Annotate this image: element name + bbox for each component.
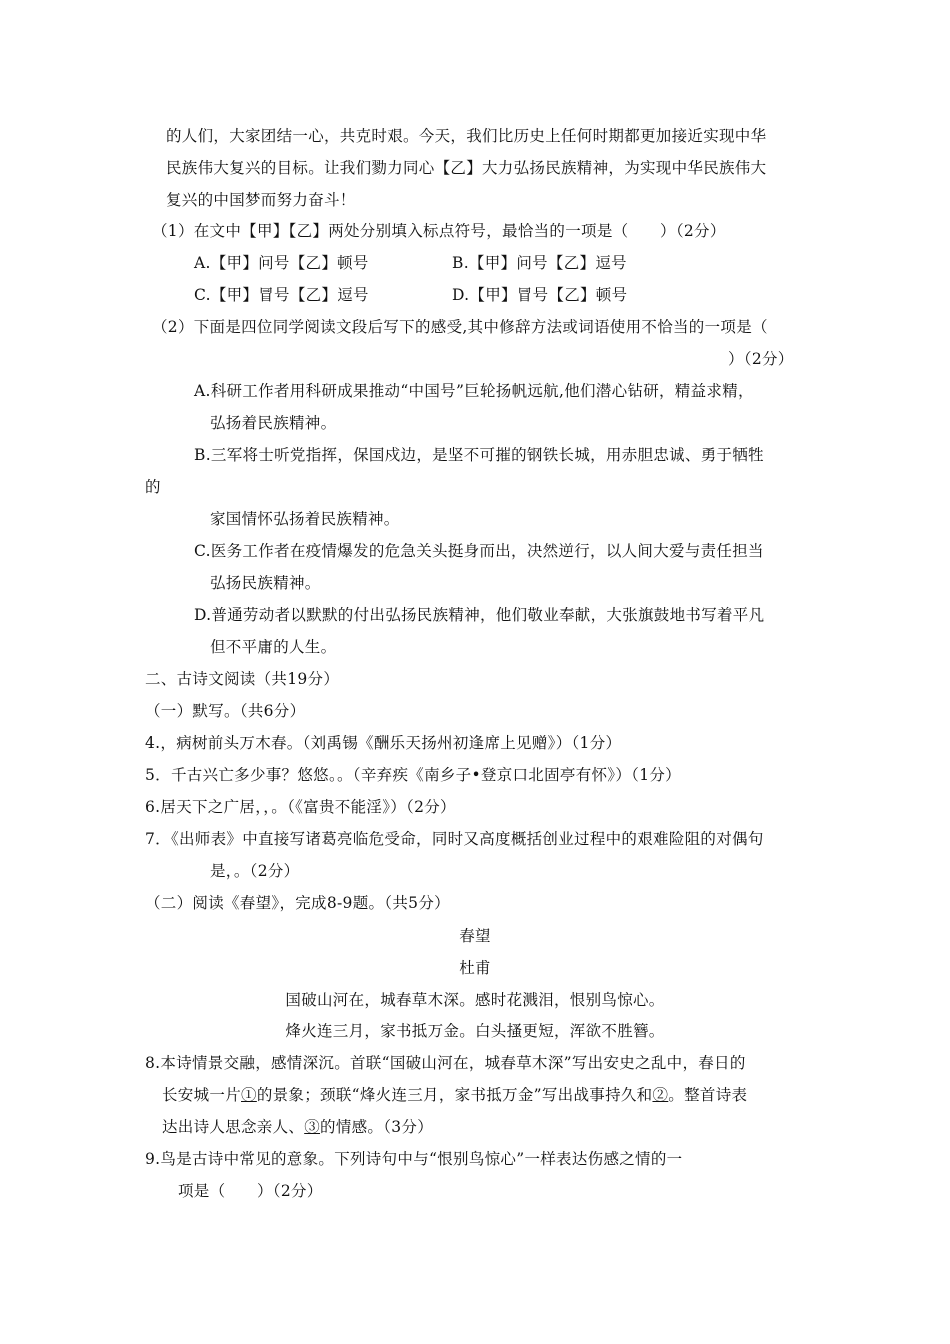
question-8-line2: [162, 1085, 747, 1105]
blank-marker-1: ①: [241, 1086, 257, 1104]
question-9-line1: 9.鸟是古诗中常见的意象。下列诗句中与“恨别鸟惊心”一样表达伤感之情的一: [145, 1150, 683, 1168]
q2-option-b-wrap: 的: [145, 478, 161, 496]
q2-option-b-line1: B.三军将士听党指挥，保国戍边，是坚不可摧的钢铁长城，用赤胆忠诚、勇于牺牲: [194, 446, 764, 464]
q1-option-c: C.【甲】冒号【乙】逗号: [194, 286, 369, 304]
q2-stem: （2）下面是四位同学阅读文段后写下的感受,其中修辞方法或词语使用不恰当的一项是（: [152, 318, 768, 336]
q2-option-a-line2: 弘扬着民族精神。: [210, 414, 337, 432]
question-4: 4.，病树前头万木春。（刘禹锡《酬乐天扬州初逢席上见赠》）（1分）: [145, 734, 622, 752]
q8-text: 的情感。（3分）: [320, 1118, 434, 1136]
section-2-title: 二、古诗文阅读（共19分）: [145, 670, 340, 688]
part-2-title: （二）阅读《春望》，完成8-9题。（共5分）: [145, 894, 450, 912]
q2-stem-end: ）（2分）: [728, 350, 794, 368]
q2-option-c-line1: C.医务工作者在疫情爆发的危急关头挺身而出，决然逆行，以人间大爱与责任担当: [194, 542, 764, 560]
poem-title: 春望: [459, 927, 491, 945]
part-1-title: （一）默写。（共6分）: [145, 702, 306, 720]
q8-text: 长安城一片: [162, 1086, 242, 1104]
question-7-line1: 7．《出师表》中直接写诸葛亮临危受命，同时又高度概括创业过程中的艰难险阻的对偶句: [145, 830, 764, 848]
question-8-line1: 8.本诗情景交融，感情深沉。首联“国破山河在，城春草木深”写出安史之乱中，春日的: [145, 1054, 746, 1072]
intro-line-2: 民族伟大复兴的目标。让我们勠力同心【乙】大力弘扬民族精神，为实现中华民族伟大: [166, 159, 767, 177]
q8-text: 达出诗人思念亲人、: [162, 1118, 305, 1136]
poem-line-1: 国破山河在，城春草木深。感时花溅泪，恨别鸟惊心。: [285, 991, 665, 1009]
q8-text: 的景象；颈联“烽火连三月，家书抵万金”写出战事持久和: [256, 1086, 653, 1104]
q2-option-c-line2: 弘扬民族精神。: [210, 574, 321, 592]
poem-line-2: 烽火连三月，家书抵万金。白头搔更短，浑欲不胜簪。: [285, 1022, 665, 1040]
q2-option-d-line1: D.普通劳动者以默默的付出弘扬民族精神，他们敬业奉献，大张旗鼓地书写着平凡: [194, 606, 765, 624]
q1-option-d: D.【甲】冒号【乙】顿号: [452, 286, 628, 304]
poem-author: 杜甫: [459, 959, 491, 977]
q2-option-a-line1: A.科研工作者用科研成果推动“中国号”巨轮扬帆远航,他们潜心钻研，精益求精，: [194, 382, 754, 400]
question-9-line2: 项是（ ）（2分）: [178, 1182, 323, 1200]
question-7-line2: 是，。（2分）: [210, 862, 300, 880]
question-6: 6.居天下之广居，，。（《富贵不能淫》）（2分）: [145, 798, 456, 816]
q2-option-d-line2: 但不平庸的人生。: [210, 638, 337, 656]
q2-option-b-line2: 家国情怀弘扬着民族精神。: [210, 510, 400, 528]
question-8-line3: [162, 1117, 433, 1137]
q1-option-a: A.【甲】问号【乙】顿号: [194, 254, 369, 272]
intro-line-3: 复兴的中国梦而努力奋斗！: [166, 191, 356, 209]
blank-marker-2: ②: [652, 1086, 669, 1104]
intro-line-1: 的人们，大家团结一心，共克时艰。今天，我们比历史上任何时期都更加接近实现中华: [166, 127, 767, 145]
q8-text: 。整首诗表: [668, 1086, 748, 1104]
q1-stem: （1）在文中【甲】【乙】两处分别填入标点符号，最恰当的一项是（ ）（2分）: [152, 222, 726, 240]
question-5: 5．千古兴亡多少事？悠悠。。（辛弃疾《南乡子•登京口北固亭有怀》）（1分）: [145, 766, 681, 784]
q1-option-b: B.【甲】问号【乙】逗号: [452, 254, 627, 272]
blank-marker-3: ③: [304, 1118, 321, 1136]
